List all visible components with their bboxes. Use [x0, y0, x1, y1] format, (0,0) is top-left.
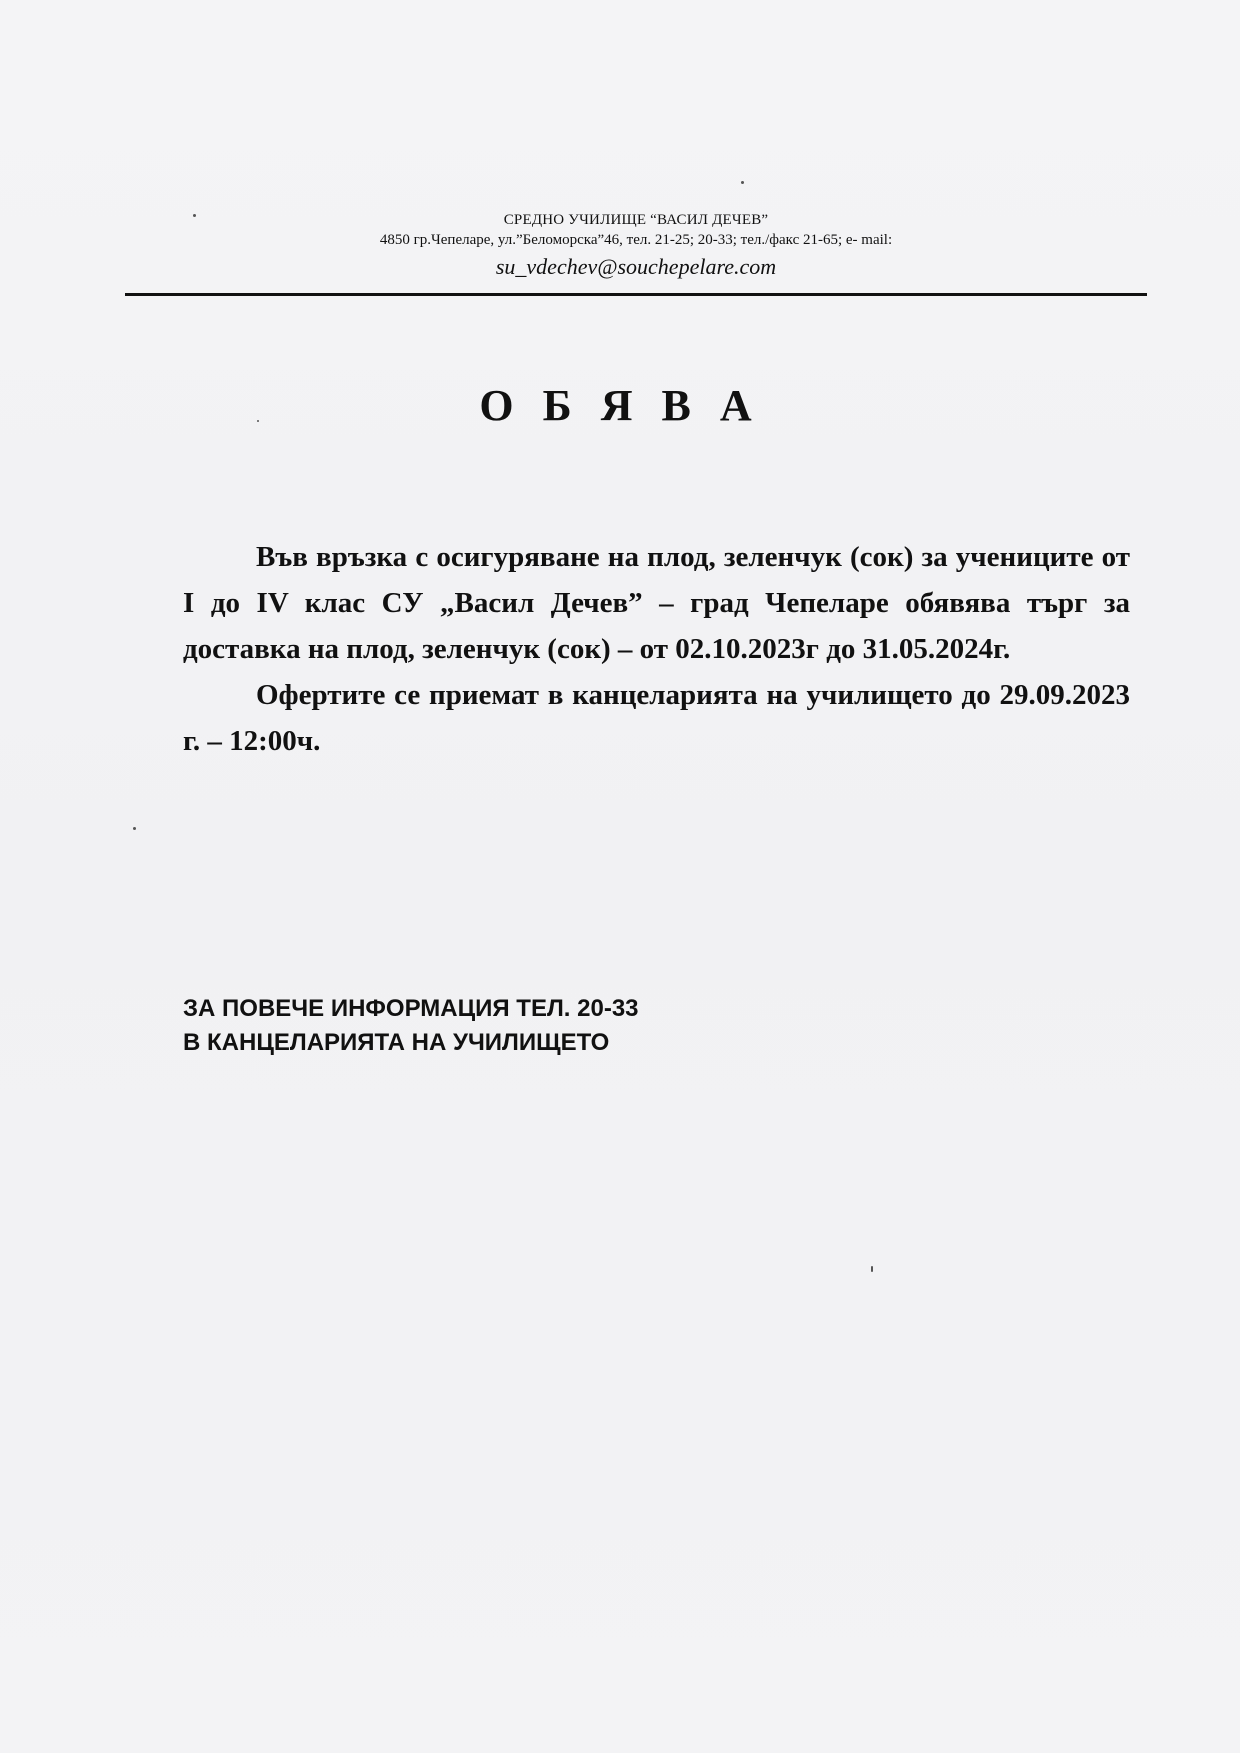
school-email: su_vdechev@souchepelare.com [495, 254, 777, 279]
contact-info-line-2: В КАНЦЕЛАРИЯТА НА УЧИЛИЩЕТО [183, 1029, 610, 1056]
school-address: 4850 гр.Чепеларе, ул.”Беломорска”46, тел. 21-25; 20-33; тел./факс 21-65; е- mail: [379, 232, 893, 248]
scan-speck [193, 214, 196, 217]
scan-speck [741, 181, 744, 184]
announcement-paragraph-1: Във връзка с осигуряване на плод, зеленчук (сок) за учениците от I до IV клас СУ „Васил Дечев” – град Чепеларе обявява търг за доставка на плод, зеленчук (сок) – от 02.10.2023г до 31.05.2024г. [183, 541, 1130, 665]
announcement-body [183, 534, 1130, 764]
contact-info-line-1: ЗА ПОВЕЧЕ ИНФОРМАЦИЯ ТЕЛ. 20-33 [183, 995, 639, 1022]
document-title: О Б Я В А [479, 381, 761, 430]
contact-info [183, 992, 1083, 1060]
school-name: СРЕДНО УЧИЛИЩЕ “ВАСИЛ ДЕЧЕВ” [503, 212, 769, 228]
scan-speck [133, 827, 136, 830]
scan-speck [871, 1266, 873, 1272]
letterhead-divider [125, 293, 1147, 296]
announcement-paragraph-2: Офертите се приемат в канцеларията на училището до 29.09.2023 г. – 12:00ч. [183, 679, 1130, 757]
letterhead [125, 210, 1147, 282]
scan-speck [257, 420, 259, 422]
